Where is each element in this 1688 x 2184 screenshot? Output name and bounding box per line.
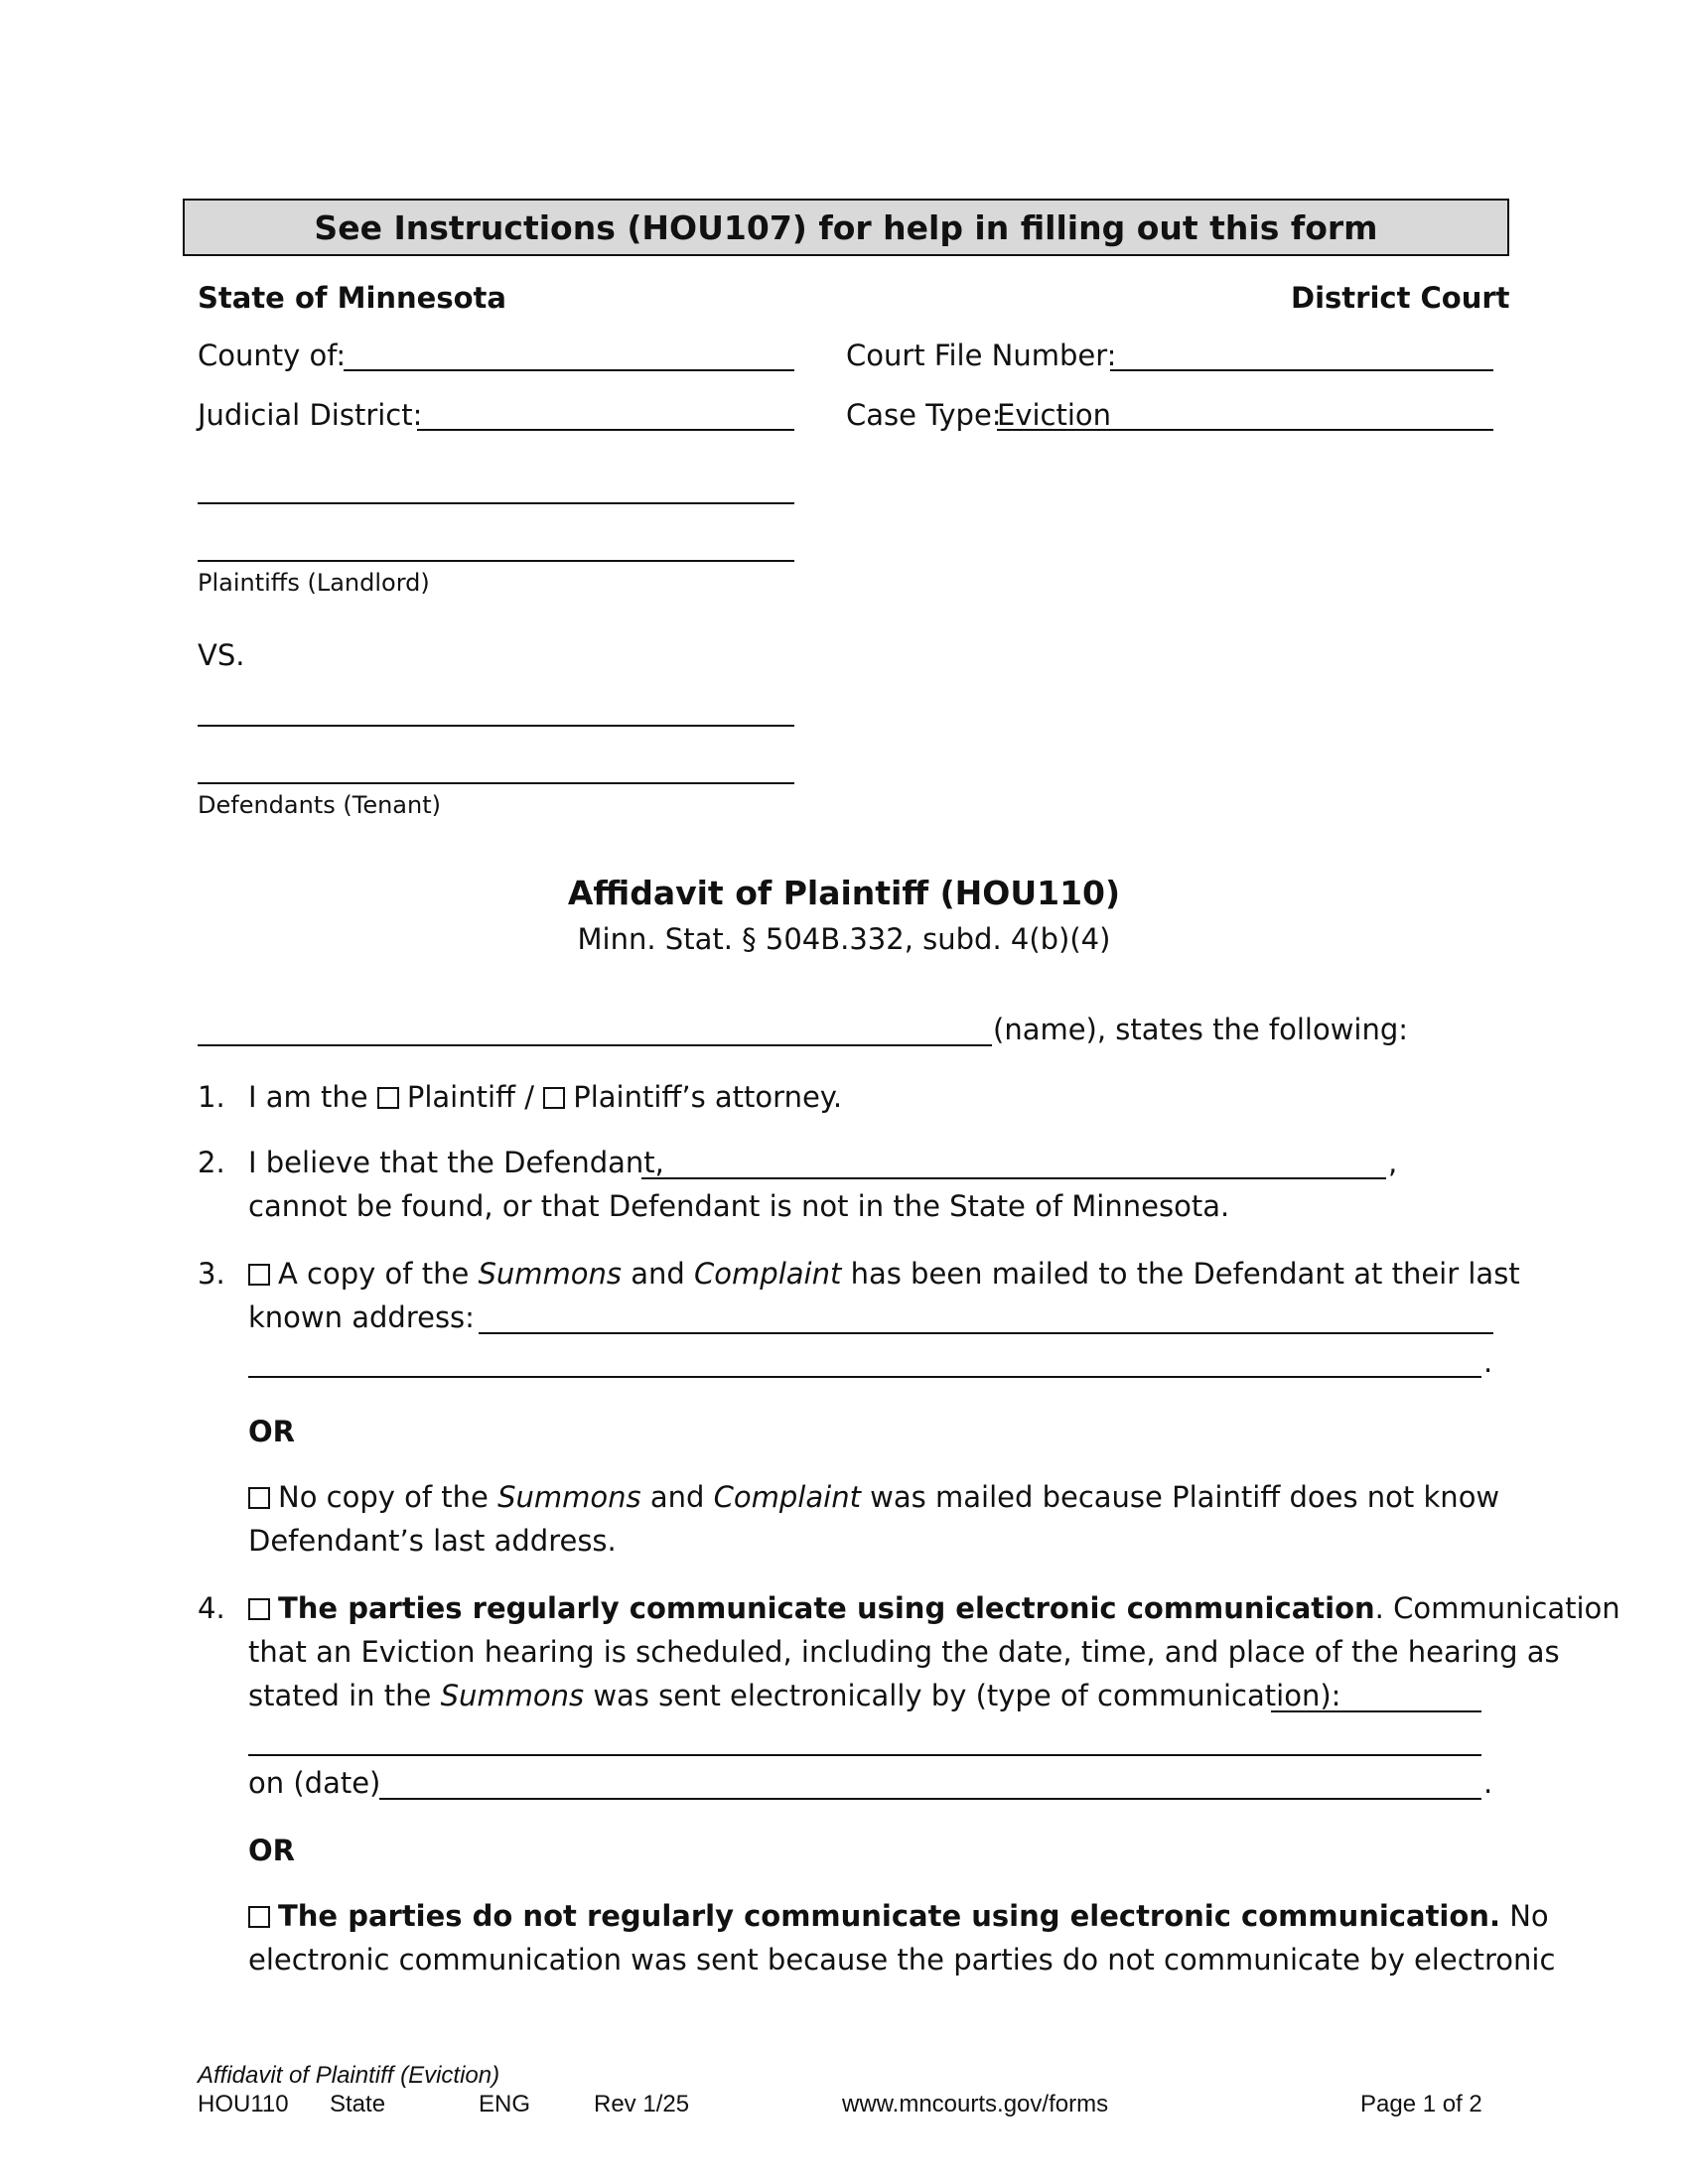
on-date-label: on (date) xyxy=(248,1766,381,1800)
item-3-option-b-line-2: Defendant’s last address. xyxy=(248,1524,617,1558)
item-1-number: 1. xyxy=(198,1080,225,1114)
court-file-number-label: Court File Number: xyxy=(846,339,1117,372)
item-2-comma: , xyxy=(1388,1146,1398,1179)
defendants-label: Defendants (Tenant) xyxy=(198,791,441,819)
footer-form-title: Affidavit of Plaintiff (Eviction) xyxy=(198,2062,500,2089)
item-2-prefix: I believe that the Defendant, xyxy=(248,1146,664,1179)
item-4-option-b-line-2: electronic communication was sent because the parties do not communicate by electronic xyxy=(248,1943,1556,1977)
no-electronic-communication-checkbox[interactable] xyxy=(248,1906,270,1928)
defendant-name-line-2[interactable] xyxy=(198,782,794,784)
item-1-text xyxy=(248,1079,842,1115)
item-3-option-a-text: A copy of the Summons and Complaint has been mailed to the Defendant at their last xyxy=(248,1256,1520,1292)
statute-reference: Minn. Stat. § 504B.332, subd. 4(b)(4) xyxy=(577,922,1111,956)
footer-revision: Rev 1/25 xyxy=(594,2091,690,2117)
county-field[interactable] xyxy=(344,369,794,371)
court-label: District Court xyxy=(1291,281,1510,315)
judicial-district-field[interactable] xyxy=(417,429,794,431)
instructions-banner: See Instructions (HOU107) for help in filling out this form xyxy=(183,199,1509,256)
item-4-or: OR xyxy=(248,1834,295,1867)
plaintiff-name-line-2[interactable] xyxy=(198,560,794,562)
versus-label: VS. xyxy=(198,638,245,672)
footer-state: State xyxy=(330,2091,386,2117)
item-4-option-b-text: The parties do not regularly communicate using electronic communication. No xyxy=(248,1898,1549,1934)
case-type-label: Case Type: xyxy=(846,398,1002,432)
case-type-value: Eviction xyxy=(997,398,1112,432)
communication-type-field-line-1[interactable] xyxy=(1271,1710,1481,1712)
item-3-option-b-text: No copy of the Summons and Complaint was mailed because Plaintiff does not know xyxy=(248,1479,1499,1515)
footer-url: www.mncourts.gov/forms xyxy=(842,2091,1109,2117)
plaintiff-attorney-checkbox[interactable] xyxy=(543,1087,565,1109)
defendant-name-line-1[interactable] xyxy=(198,725,794,727)
footer-language: ENG xyxy=(479,2091,531,2117)
communication-type-field-line-2[interactable] xyxy=(248,1754,1481,1756)
case-type-field[interactable] xyxy=(997,429,1493,431)
item-4-period: . xyxy=(1483,1766,1493,1800)
plaintiff-attorney-option-label: Plaintiff’s attorney. xyxy=(573,1080,843,1114)
item-3-or: OR xyxy=(248,1415,295,1448)
item-1-prefix: I am the xyxy=(248,1080,368,1114)
affiant-name-field[interactable] xyxy=(198,1044,992,1046)
mailed-copy-checkbox[interactable] xyxy=(248,1264,270,1286)
item-2-line-2: cannot be found, or that Defendant is not in the State of Minnesota. xyxy=(248,1189,1230,1223)
regular-electronic-communication-checkbox[interactable] xyxy=(248,1598,270,1620)
county-label: County of: xyxy=(198,339,347,372)
item-4-option-a-text: The parties regularly communicate using electronic communication. Communication xyxy=(248,1590,1620,1626)
no-copy-mailed-checkbox[interactable] xyxy=(248,1487,270,1509)
known-address-label: known address: xyxy=(248,1300,475,1334)
state-label: State of Minnesota xyxy=(198,281,506,315)
known-address-field-line-2[interactable] xyxy=(248,1376,1481,1378)
intro-statement: (name), states the following: xyxy=(993,1013,1409,1046)
form-title: Affidavit of Plaintiff (HOU110) xyxy=(567,874,1121,912)
footer-form-code: HOU110 xyxy=(198,2091,289,2117)
court-file-number-field[interactable] xyxy=(1110,369,1493,371)
plaintiff-option-label: Plaintiff / xyxy=(406,1080,534,1114)
judicial-district-label: Judicial District: xyxy=(198,398,423,432)
known-address-field-line-1[interactable] xyxy=(479,1332,1493,1334)
item-3-period: . xyxy=(1483,1345,1493,1379)
item-2-number: 2. xyxy=(198,1146,225,1179)
defendant-name-field[interactable] xyxy=(641,1177,1386,1179)
plaintiff-checkbox[interactable] xyxy=(377,1087,399,1109)
item-3-number: 3. xyxy=(198,1257,225,1291)
item-4-line-3: stated in the Summons was sent electronically by (type of communication): xyxy=(248,1679,1341,1712)
communication-date-field[interactable] xyxy=(379,1798,1481,1800)
plaintiffs-label: Plaintiffs (Landlord) xyxy=(198,569,430,597)
plaintiff-name-line-1[interactable] xyxy=(198,502,794,504)
item-4-line-2: that an Eviction hearing is scheduled, including the date, time, and place of the hearing as xyxy=(248,1635,1560,1669)
item-4-number: 4. xyxy=(198,1591,225,1625)
footer-page-number: Page 1 of 2 xyxy=(1360,2091,1482,2117)
